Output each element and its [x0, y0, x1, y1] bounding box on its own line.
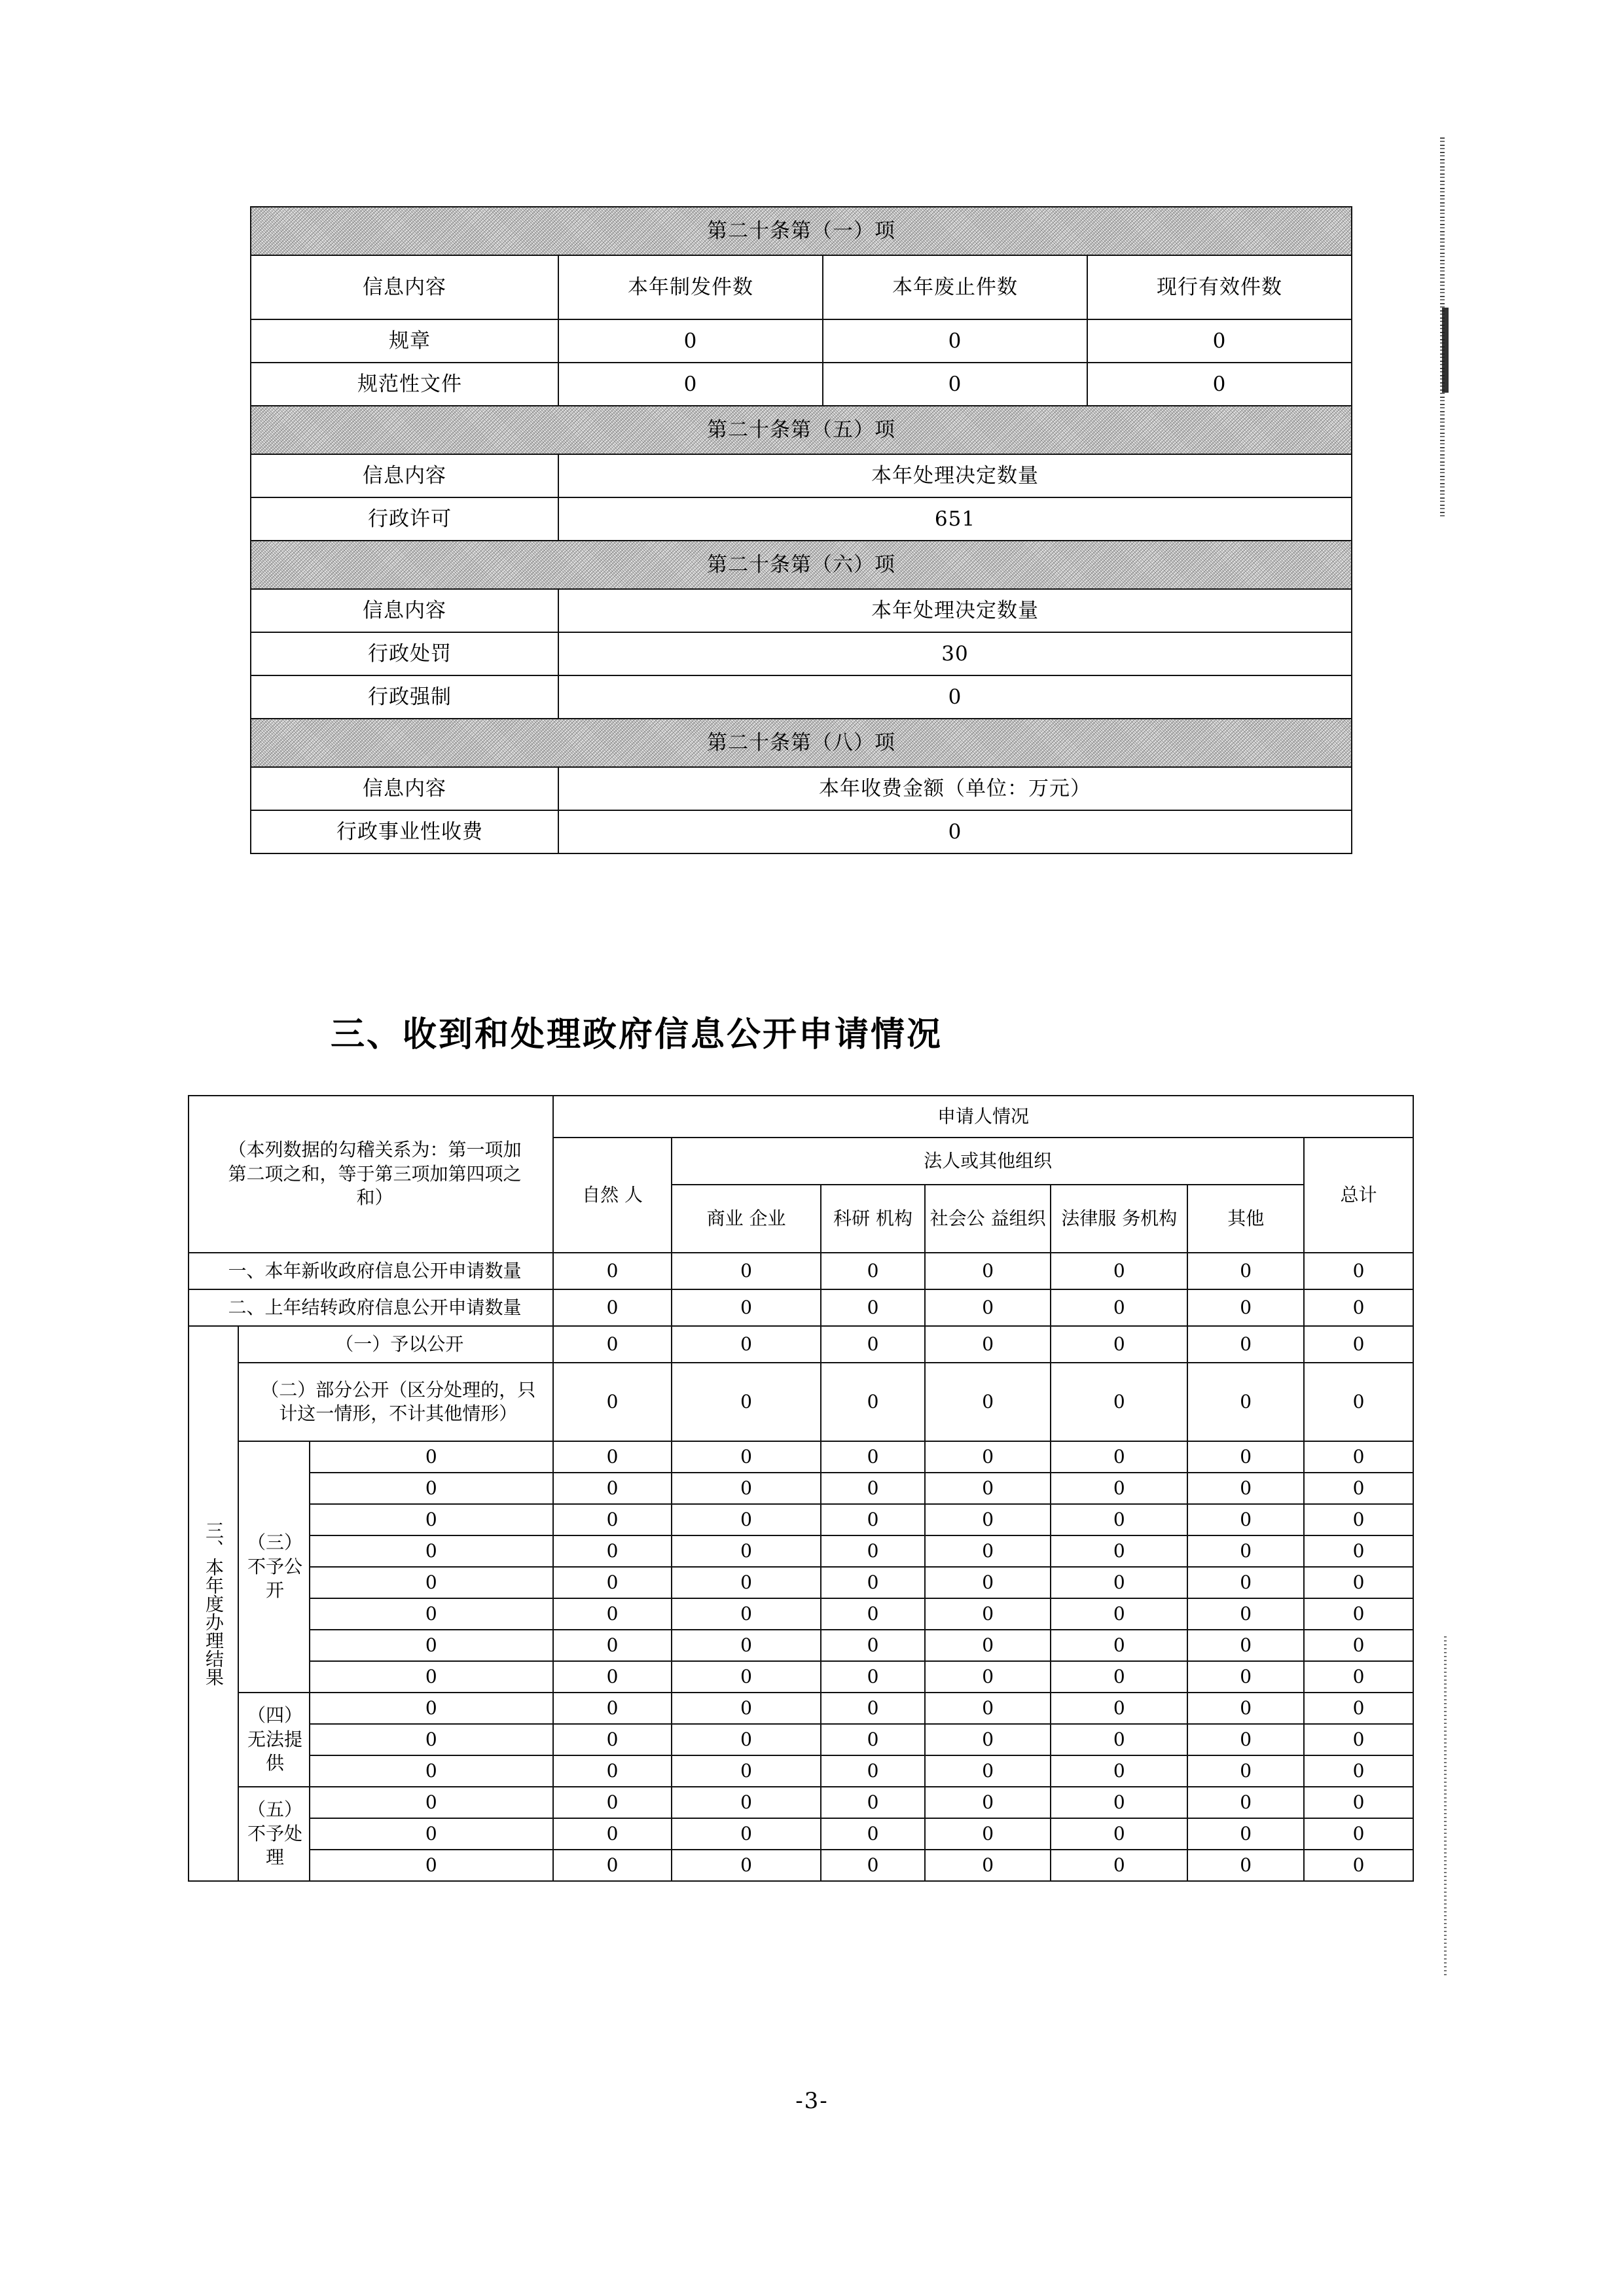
section-title-item-8: 第二十条第（八）项 [251, 719, 1352, 767]
cell-value: 0 [553, 1755, 672, 1787]
scan-artifact-blob [1442, 308, 1449, 393]
cell-value: 0 [553, 1535, 672, 1567]
scan-artifact-edge-lower [1444, 1636, 1447, 1977]
cell-value: 0 [925, 1473, 1051, 1504]
row-group-label-annual-results: 三、本年度办理结果 [189, 1326, 238, 1881]
cell-value: 0 [925, 1567, 1051, 1598]
cell-value: 0 [925, 1787, 1051, 1818]
column-header-total: 总计 [1304, 1138, 1413, 1253]
cell-value: 0 [672, 1630, 821, 1661]
cell-value: 0 [672, 1289, 821, 1326]
cell-value: 0 [1304, 1326, 1413, 1363]
cell-value: 0 [1187, 1473, 1304, 1504]
cell-value: 0 [553, 1289, 672, 1326]
cell-value: 0 [1051, 1567, 1187, 1598]
cell-value: 0 [1304, 1755, 1413, 1787]
cell-value: 0 [672, 1363, 821, 1441]
cell-value: 0 [1304, 1289, 1413, 1326]
table-row [189, 1363, 1413, 1441]
cell-value: 0 [553, 1661, 672, 1693]
table-row [251, 810, 1352, 853]
cell-value: 0 [1304, 1630, 1413, 1661]
column-header-issued-count: 本年制发件数 [558, 255, 823, 319]
table-row [189, 1253, 1413, 1289]
row-label-admin-coercion: 行政强制 [251, 675, 558, 719]
column-header-effective-count: 现行有效件数 [1087, 255, 1352, 319]
cell-value: 0 [821, 1818, 925, 1850]
row-group-label-not-disclosed: （三） 不予公 开 [238, 1441, 310, 1693]
cell-value: 0 [553, 1598, 672, 1630]
cell-value: 0 [1187, 1253, 1304, 1289]
cell-value: 0 [1187, 1441, 1304, 1473]
cell-value: 0 [553, 1363, 672, 1441]
cell-subvalue: 0 [310, 1755, 553, 1787]
cell-value: 0 [1304, 1504, 1413, 1535]
cell-value: 0 [1051, 1818, 1187, 1850]
table-row [189, 1724, 1413, 1755]
cell-value: 0 [672, 1598, 821, 1630]
table-row [189, 1504, 1413, 1535]
cell-value: 0 [821, 1724, 925, 1755]
cell-subvalue: 0 [310, 1441, 553, 1473]
cell-value: 0 [1187, 1818, 1304, 1850]
cell-value: 0 [821, 1567, 925, 1598]
table-row [189, 1850, 1413, 1881]
cell-value: 0 [1051, 1661, 1187, 1693]
cell-subvalue: 0 [310, 1850, 553, 1881]
cell-subvalue: 0 [310, 1473, 553, 1504]
section-title-item-6: 第二十条第（六）项 [251, 541, 1352, 589]
cell-value: 0 [672, 1724, 821, 1755]
cell-subvalue: 0 [310, 1567, 553, 1598]
table-row [251, 255, 1352, 319]
column-group-legal-entity: 法人或其他组织 [672, 1138, 1304, 1185]
cell-value: 0 [553, 1441, 672, 1473]
cell-value: 0 [1087, 363, 1352, 406]
table-row [251, 406, 1352, 454]
cell-subvalue: 0 [310, 1693, 553, 1724]
cell-value: 0 [1051, 1850, 1187, 1881]
cell-value: 0 [821, 1326, 925, 1363]
table-row [189, 1535, 1413, 1567]
cell-value: 0 [1087, 319, 1352, 363]
cell-value: 0 [1187, 1661, 1304, 1693]
row-group-label-not-processed: （五） 不予处 理 [238, 1787, 310, 1881]
table-row [189, 1567, 1413, 1598]
column-header-repealed-count: 本年废止件数 [823, 255, 1087, 319]
cell-value: 0 [1051, 1253, 1187, 1289]
cell-value: 0 [1187, 1630, 1304, 1661]
note-line-3: 和） [356, 1187, 393, 1209]
cell-value: 0 [823, 319, 1087, 363]
cell-value: 0 [553, 1504, 672, 1535]
cell-subvalue: 0 [310, 1661, 553, 1693]
table-row [251, 719, 1352, 767]
column-header-research-institution: 科研 机构 [821, 1185, 925, 1253]
cell-value: 0 [1051, 1598, 1187, 1630]
cell-value: 0 [1051, 1630, 1187, 1661]
cell-subvalue: 0 [310, 1535, 553, 1567]
column-header-fee-amount: 本年收费金额（单位：万元） [558, 767, 1352, 810]
cell-value: 0 [1187, 1787, 1304, 1818]
cell-subvalue: 0 [310, 1630, 553, 1661]
cell-value: 0 [1051, 1724, 1187, 1755]
column-header-decision-count: 本年处理决定数量 [558, 589, 1352, 632]
page-title: 三、收到和处理政府信息公开申请情况 [331, 1015, 943, 1054]
cell-value: 0 [1304, 1473, 1413, 1504]
cell-value: 0 [672, 1661, 821, 1693]
cell-value: 0 [672, 1253, 821, 1289]
page-number: -3- [795, 2088, 829, 2114]
section-title-item-5: 第二十条第（五）项 [251, 406, 1352, 454]
table-row [251, 454, 1352, 497]
cell-value: 0 [821, 1441, 925, 1473]
cell-value: 0 [1187, 1755, 1304, 1787]
cell-value: 0 [558, 810, 1352, 853]
cell-value: 0 [553, 1787, 672, 1818]
cell-value: 0 [558, 319, 823, 363]
table-row [189, 1755, 1413, 1787]
column-note [189, 1096, 553, 1253]
cell-value: 0 [553, 1567, 672, 1598]
cell-value: 0 [821, 1363, 925, 1441]
table-row [251, 632, 1352, 675]
cell-value: 0 [925, 1535, 1051, 1567]
cell-value: 0 [553, 1693, 672, 1724]
row-label-regulations: 规章 [251, 319, 558, 363]
table-row [189, 1326, 1413, 1363]
cell-value: 0 [821, 1473, 925, 1504]
table-row [189, 1441, 1413, 1473]
cell-value: 0 [558, 675, 1352, 719]
note-line-1: （本列数据的勾稽关系为：第一项加 [228, 1139, 522, 1161]
cell-value: 0 [672, 1326, 821, 1363]
cell-value: 0 [925, 1326, 1051, 1363]
cell-value: 0 [672, 1755, 821, 1787]
applications-handling-table [188, 1095, 1414, 1882]
column-header-decision-count: 本年处理决定数量 [558, 454, 1352, 497]
cell-value: 0 [553, 1473, 672, 1504]
column-header-info-content: 信息内容 [251, 767, 558, 810]
cell-value: 0 [821, 1289, 925, 1326]
row-label-disclosed: （一）予以公开 [238, 1326, 553, 1363]
cell-value: 0 [821, 1661, 925, 1693]
table-row [189, 1787, 1413, 1818]
statutory-disclosure-table [250, 206, 1352, 854]
cell-value: 0 [672, 1441, 821, 1473]
table-row [251, 541, 1352, 589]
cell-value: 651 [558, 497, 1352, 541]
cell-value: 0 [821, 1504, 925, 1535]
cell-value: 0 [925, 1724, 1051, 1755]
column-header-natural-person: 自然 人 [553, 1138, 672, 1253]
cell-value: 0 [821, 1787, 925, 1818]
cell-value: 0 [1187, 1724, 1304, 1755]
row-label-partially-disclosed: （二）部分公开（区分处理的，只 计这一情形，不计其他情形） [238, 1363, 553, 1441]
cell-value: 0 [925, 1850, 1051, 1881]
cell-value: 0 [821, 1755, 925, 1787]
cell-value: 0 [553, 1253, 672, 1289]
cell-value: 0 [672, 1850, 821, 1881]
cell-value: 0 [925, 1289, 1051, 1326]
cell-value: 0 [821, 1850, 925, 1881]
cell-value: 0 [1187, 1850, 1304, 1881]
cell-value: 0 [1187, 1504, 1304, 1535]
cell-value: 0 [553, 1818, 672, 1850]
note-line-2: 第二项之和，等于第三项加第四项之 [228, 1162, 522, 1185]
cell-value: 0 [558, 363, 823, 406]
cell-value: 0 [925, 1598, 1051, 1630]
table-row [189, 1289, 1413, 1326]
cell-subvalue: 0 [310, 1787, 553, 1818]
cell-value: 0 [672, 1473, 821, 1504]
row-group-label-cannot-provide: （四） 无法提 供 [238, 1693, 310, 1787]
row-label-normative-documents: 规范性文件 [251, 363, 558, 406]
table-row [251, 319, 1352, 363]
table-row [251, 363, 1352, 406]
column-header-info-content: 信息内容 [251, 454, 558, 497]
table-row [251, 675, 1352, 719]
section-title-item-1: 第二十条第（一）项 [251, 207, 1352, 255]
table-row [251, 589, 1352, 632]
cell-value: 0 [553, 1850, 672, 1881]
cell-value: 0 [821, 1630, 925, 1661]
cell-value: 0 [1304, 1253, 1413, 1289]
cell-value: 0 [1051, 1504, 1187, 1535]
cell-value: 0 [1187, 1289, 1304, 1326]
cell-value: 0 [1051, 1787, 1187, 1818]
cell-value: 0 [823, 363, 1087, 406]
cell-subvalue: 0 [310, 1598, 553, 1630]
cell-subvalue: 0 [310, 1504, 553, 1535]
table-row [189, 1818, 1413, 1850]
cell-value: 0 [1051, 1693, 1187, 1724]
cell-value: 0 [1304, 1850, 1413, 1881]
cell-value: 30 [558, 632, 1352, 675]
cell-value: 0 [821, 1693, 925, 1724]
cell-value: 0 [1187, 1326, 1304, 1363]
cell-value: 0 [672, 1504, 821, 1535]
cell-value: 0 [1304, 1818, 1413, 1850]
cell-value: 0 [1051, 1535, 1187, 1567]
cell-value: 0 [1187, 1363, 1304, 1441]
cell-value: 0 [1304, 1535, 1413, 1567]
cell-value: 0 [925, 1693, 1051, 1724]
cell-value: 0 [925, 1363, 1051, 1441]
table-row [251, 767, 1352, 810]
cell-subvalue: 0 [310, 1724, 553, 1755]
column-header-legal-service-org: 法律服 务机构 [1051, 1185, 1187, 1253]
column-header-public-welfare-org: 社会公 益组织 [925, 1185, 1051, 1253]
cell-value: 0 [925, 1504, 1051, 1535]
cell-value: 0 [1187, 1598, 1304, 1630]
table-row [189, 1598, 1413, 1630]
cell-value: 0 [821, 1253, 925, 1289]
cell-value: 0 [1051, 1289, 1187, 1326]
table-row [189, 1473, 1413, 1504]
cell-value: 0 [553, 1326, 672, 1363]
cell-value: 0 [1304, 1693, 1413, 1724]
cell-value: 0 [553, 1724, 672, 1755]
cell-value: 0 [553, 1630, 672, 1661]
cell-value: 0 [672, 1787, 821, 1818]
row-label-admin-license: 行政许可 [251, 497, 558, 541]
cell-value: 0 [672, 1567, 821, 1598]
table-row [189, 1096, 1413, 1138]
cell-value: 0 [1051, 1326, 1187, 1363]
cell-subvalue: 0 [310, 1818, 553, 1850]
cell-value: 0 [1304, 1567, 1413, 1598]
cell-value: 0 [1187, 1567, 1304, 1598]
cell-value: 0 [925, 1253, 1051, 1289]
column-header-commercial-enterprise: 商业 企业 [672, 1185, 821, 1253]
table-row [251, 497, 1352, 541]
cell-value: 0 [1187, 1693, 1304, 1724]
column-header-other: 其他 [1187, 1185, 1304, 1253]
cell-value: 0 [925, 1755, 1051, 1787]
table-row [251, 207, 1352, 255]
row-label-admin-fee: 行政事业性收费 [251, 810, 558, 853]
cell-value: 0 [925, 1630, 1051, 1661]
cell-value: 0 [672, 1818, 821, 1850]
row-label-admin-penalty: 行政处罚 [251, 632, 558, 675]
cell-value: 0 [821, 1535, 925, 1567]
column-header-info-content: 信息内容 [251, 589, 558, 632]
cell-value: 0 [1304, 1724, 1413, 1755]
cell-value: 0 [1304, 1363, 1413, 1441]
cell-value: 0 [1304, 1441, 1413, 1473]
table-row [189, 1661, 1413, 1693]
cell-value: 0 [672, 1535, 821, 1567]
cell-value: 0 [1051, 1473, 1187, 1504]
cell-value: 0 [925, 1818, 1051, 1850]
cell-value: 0 [1051, 1755, 1187, 1787]
cell-value: 0 [925, 1441, 1051, 1473]
cell-value: 0 [1051, 1441, 1187, 1473]
cell-value: 0 [821, 1598, 925, 1630]
row-label-new-received: 一、本年新收政府信息公开申请数量 [189, 1253, 553, 1289]
cell-value: 0 [925, 1661, 1051, 1693]
cell-value: 0 [1304, 1661, 1413, 1693]
cell-value: 0 [672, 1693, 821, 1724]
cell-value: 0 [1051, 1363, 1187, 1441]
column-group-applicant: 申请人情况 [553, 1096, 1413, 1138]
cell-value: 0 [1187, 1535, 1304, 1567]
row-label-carried-over: 二、上年结转政府信息公开申请数量 [189, 1289, 553, 1326]
cell-value: 0 [1304, 1787, 1413, 1818]
table-row [189, 1693, 1413, 1724]
column-header-info-content: 信息内容 [251, 255, 558, 319]
table-row [189, 1630, 1413, 1661]
cell-value: 0 [1304, 1598, 1413, 1630]
